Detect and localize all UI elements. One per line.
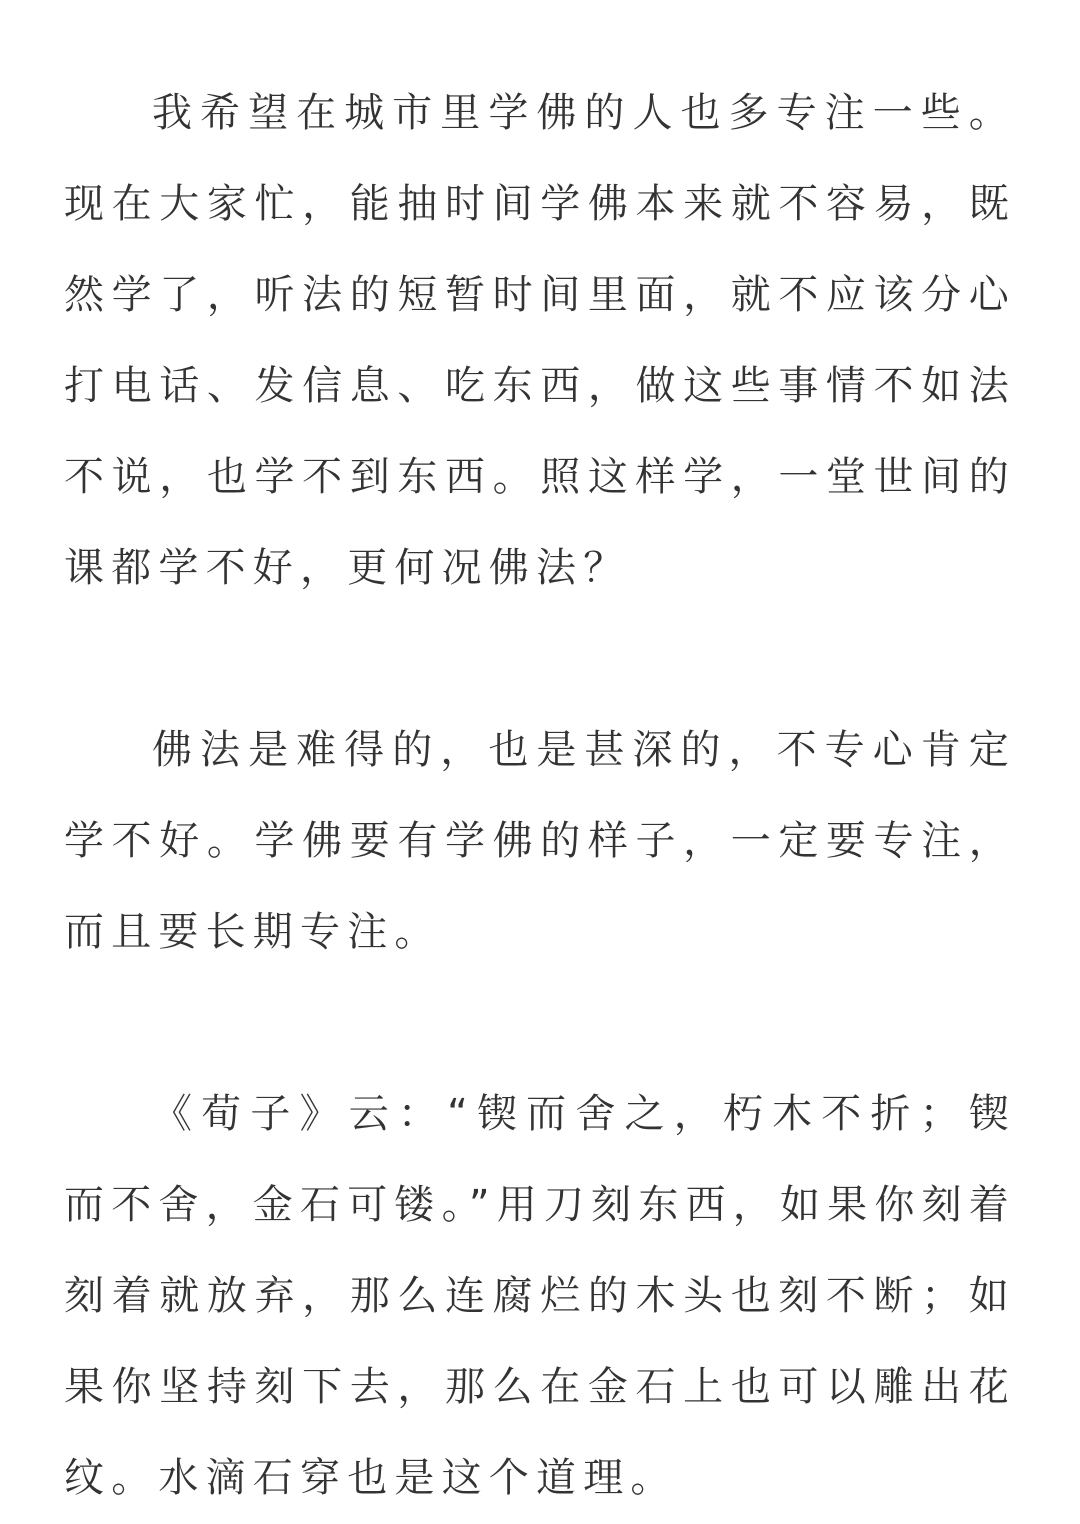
paragraph-2: 佛法是难得的，也是甚深的，不专心肯定学不好。学佛要有学佛的样子，一定要专注，而且要长期专注。 [64, 727, 1016, 955]
article-body [64, 68, 1016, 1524]
paragraph-1: 我希望在城市里学佛的人也多专注一些。现在大家忙，能抽时间学佛本来就不容易，既然学了，听法的短暂时间里面，就不应该分心打电话、发信息、吃东西，做这些事情不如法不说，也学不到东西。照这样学，一堂世间的课都学不好，更何况佛法？ [64, 90, 1016, 591]
paragraph-3: 《荀子》云：“锲而舍之，朽木不折；锲而不舍，金石可镂。”用刀刻东西，如果你刻着刻着就放弃，那么连腐烂的木头也刻不断；如果你坚持刻下去，那么在金石上也可以雕出花纹。水滴石穿也是这个道理。 [64, 1091, 1016, 1501]
